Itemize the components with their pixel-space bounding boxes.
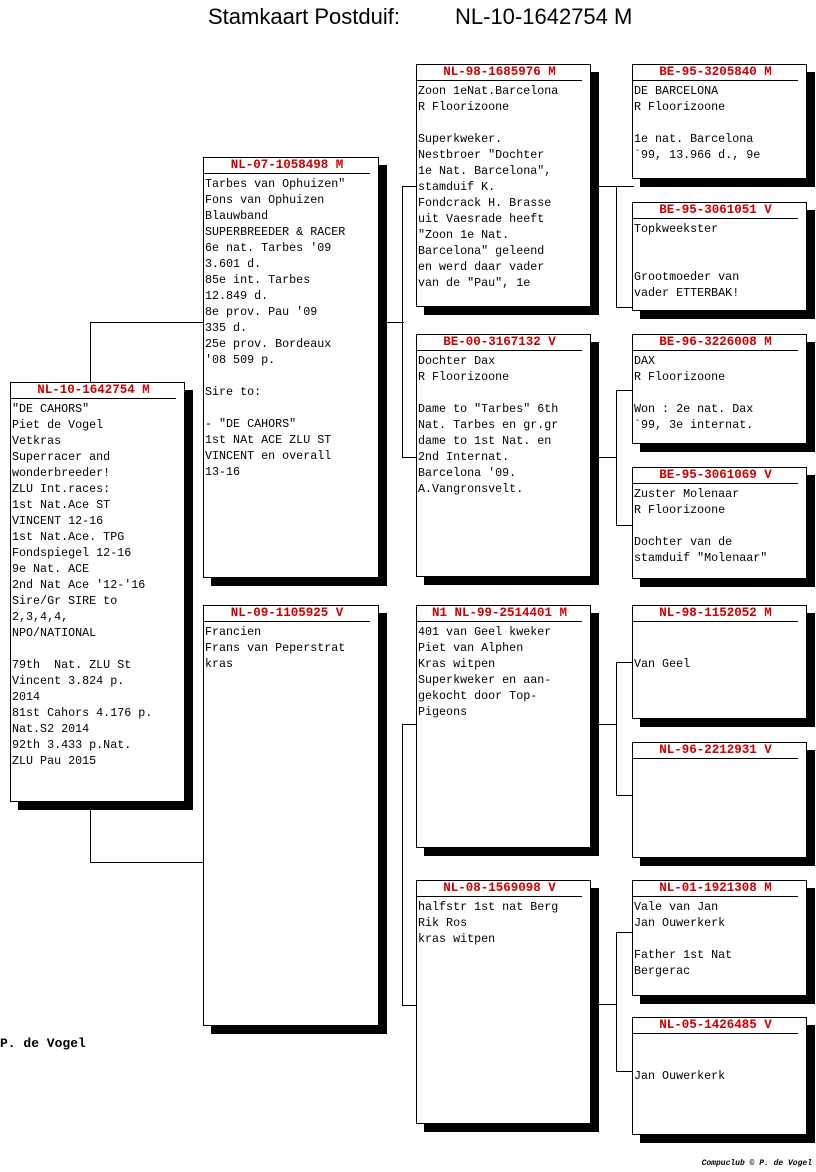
ring-number: N1 NL-99-2514401 M xyxy=(417,606,582,622)
card-text: Topkweekster Grootmoeder van vader ETTERBAK! xyxy=(634,222,740,300)
title-label: Stamkaart Postduif: xyxy=(208,4,400,29)
card-subject xyxy=(10,382,185,802)
page-title xyxy=(0,4,816,34)
ring-number: BE-96-3226008 M xyxy=(633,335,798,351)
ring-number: BE-00-3167132 V xyxy=(417,335,582,351)
ring-number: BE-95-3061051 V xyxy=(633,203,798,219)
connector-ff-stub xyxy=(598,186,616,187)
card-father xyxy=(203,157,379,578)
card-mmf xyxy=(632,880,807,996)
ring-number: BE-95-3205840 M xyxy=(633,65,798,81)
ring-number: NL-98-1152052 M xyxy=(633,606,798,622)
card-text: 401 van Geel kweker Piet van Alphen Kras witpen Superkweker en aan- gekocht door Top- Pigeons xyxy=(418,625,552,719)
ring-number: NL-07-1058498 M xyxy=(204,158,370,174)
ring-number: NL-08-1569098 V xyxy=(417,881,582,897)
card-text: Zoon 1eNat.Barcelona R Floorizoone Superkweker. Nestbroer "Dochter 1e Nat. Barcelona", stamduif K. Fondcrack H. Brasse uit Vaesrade heeft "Zoon 1e Nat. Barcelona" geleend en werd daar vader van de "Pau", 1e xyxy=(418,84,559,290)
card-mmm xyxy=(632,1017,807,1135)
connector-subject-father xyxy=(90,322,205,383)
card-mm xyxy=(416,880,591,1124)
card-fmm xyxy=(632,467,807,579)
card-text: Jan Ouwerkerk xyxy=(634,1069,726,1083)
card-text: Dochter Dax R Floorizoone Dame to "Tarbes" 6th Nat. Tarbes en gr.gr dame to 1st Nat. en 2nd Internat. Barcelona '09. A.Vangronsvelt. xyxy=(418,354,559,496)
card-fmf xyxy=(632,334,807,444)
card-text: Tarbes van Ophuizen" Fons van Ophuizen Blauwband SUPERBREEDER & RACER 6e nat. Tarbes '09 3.601 d. 85e int. Tarbes 12.849 d. 8e prov. Pau '09 335 d. 25e prov. Bordeaux '08 509 p. Sire to: - "DE CAHORS" 1st NAt ACE ZLU ST VINCENT en overall 13-16 xyxy=(205,177,346,479)
connector-subject-mother xyxy=(90,801,205,863)
ring-number: NL-09-1105925 V xyxy=(204,606,370,622)
card-text: DE BARCELONA R Floorizoone 1e nat. Barcelona `99, 13.966 d., 9e xyxy=(634,84,761,162)
card-mfm xyxy=(632,742,807,858)
card-ff xyxy=(416,64,591,307)
ring-number: NL-01-1921308 M xyxy=(633,881,798,897)
connector-fm-stub xyxy=(598,457,616,458)
card-text: DAX R Floorizoone Won : 2e nat. Dax `99, 3e internat. xyxy=(634,354,754,432)
footer-credit: Compuclub © P. de Vogel xyxy=(701,1159,812,1168)
title-ring: NL-10-1642754 M xyxy=(455,4,633,29)
connector-mm-stub xyxy=(598,1004,616,1005)
ring-number: NL-96-2212931 V xyxy=(633,743,798,759)
card-text: Vale van Jan Jan Ouwerkerk Father 1st Nat Bergerac xyxy=(634,900,733,978)
card-text: Zuster Molenaar R Floorizoone Dochter van de stamduif "Molenaar" xyxy=(634,487,768,565)
card-text: Van Geel xyxy=(634,657,691,671)
card-fff xyxy=(632,64,807,179)
ring-number: NL-10-1642754 M xyxy=(11,383,176,399)
owner-name: P. de Vogel xyxy=(0,1036,86,1051)
ring-number: BE-95-3061069 V xyxy=(633,468,798,484)
card-fm xyxy=(416,334,591,577)
card-mff xyxy=(632,605,807,719)
ring-number: NL-05-1426485 V xyxy=(633,1018,798,1034)
card-text: Francien Frans van Peperstrat kras xyxy=(205,625,346,671)
card-mother xyxy=(203,605,379,1026)
connector-father-ff xyxy=(376,322,404,324)
card-ffm xyxy=(632,202,807,311)
ring-number: NL-98-1685976 M xyxy=(417,65,582,81)
card-text: "DE CAHORS" Piet de Vogel Vetkras Superracer and wonderbreeder! ZLU Int.races: 1st Nat.Ace ST VINCENT 12-16 1st Nat.Ace. TPG Fondspiegel 12-16 9e Nat. ACE 2nd Nat Ace '12-'16 Sire/Gr SIRE to 2,3,4,4, NPO/NATIONAL 79th Nat. ZLU St Vincent 3.824 p. 2014 81st Cahors 4.176 p. Nat.S2 2014 92th 3.433 p.Nat. ZLU Pau 2015 xyxy=(12,402,153,768)
card-mf xyxy=(416,605,591,848)
card-text: halfstr 1st nat Berg Rik Ros kras witpen xyxy=(418,900,559,946)
connector-mf-stub xyxy=(598,724,616,725)
